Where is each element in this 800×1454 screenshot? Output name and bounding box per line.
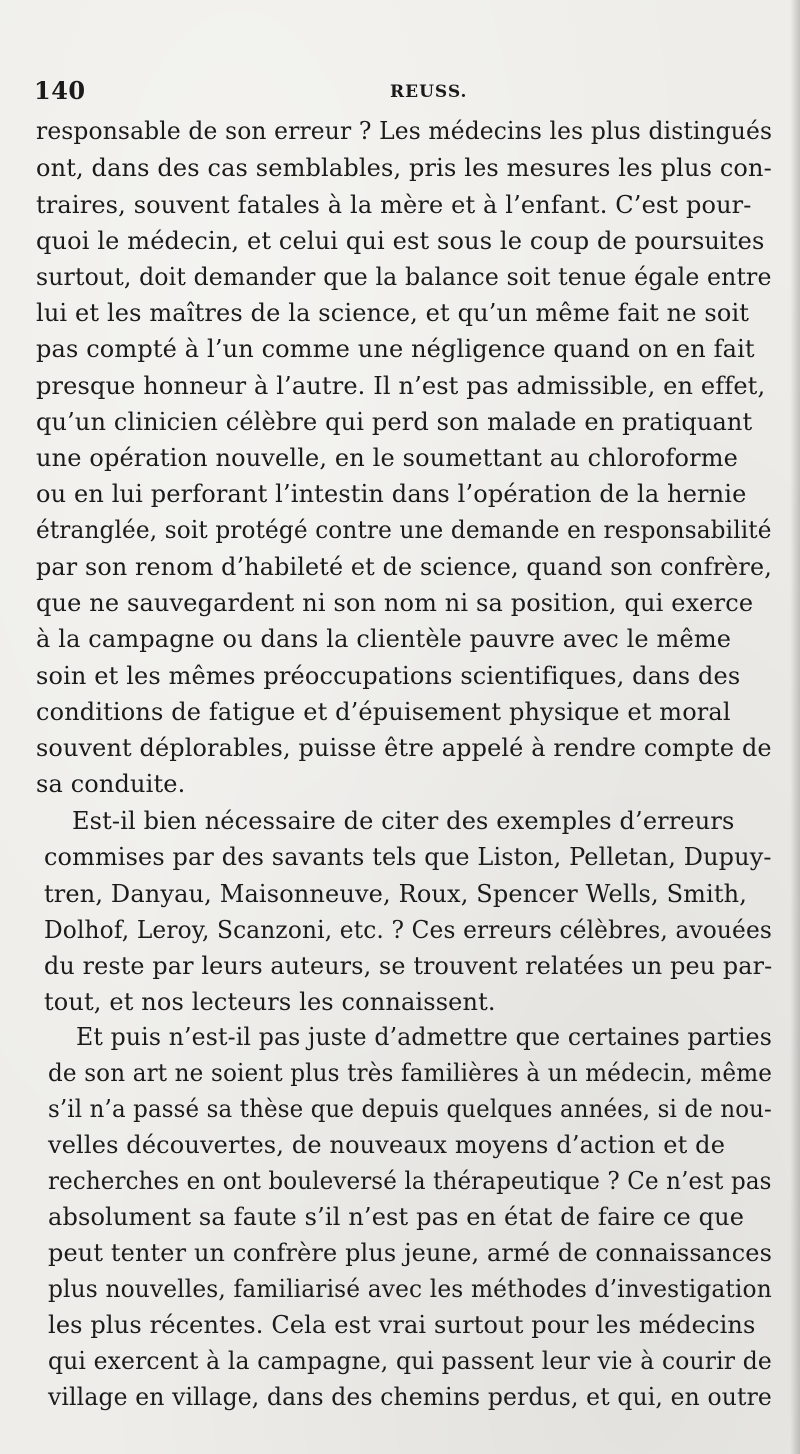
text-line: ont, dans des cas semblables, pris les mesures les plus con- [36,154,772,182]
text-line: par son renom d’habileté et de science, quand son confrère, [36,553,772,581]
text-line: que ne sauvegardent ni son nom ni sa position, qui exerce [36,589,754,617]
text-line: traires, souvent fatales à la mère et à l’enfant. C’est pour- [36,191,752,219]
running-head: REUSS. [390,82,468,102]
text-line: s’il n’a passé sa thèse que depuis quelques années, si de nou- [48,1095,772,1123]
text-line: commises par des savants tels que Liston, Pelletan, Dupuy- [44,843,772,871]
text-line: sa conduite. [36,770,186,798]
text-line: étranglée, soit protégé contre une demande en responsabilité [36,516,772,544]
text-line: absolument sa faute s’il n’est pas en état de faire ce que [48,1203,745,1231]
text-line: Et puis n’est-il pas juste d’admettre que certaines parties [76,1023,772,1051]
text-line: une opération nouvelle, en le soumettant au chloroforme [36,444,738,472]
text-line: ou en lui perforant l’intestin dans l’opération de la hernie [36,480,747,508]
text-line: du reste par leurs auteurs, se trouvent relatées un peu par- [44,952,773,980]
text-line: velles découvertes, de nouveaux moyens d’action et de [48,1131,726,1159]
text-line: conditions de fatigue et d’épuisement physique et moral [36,698,731,726]
page-edge-shadow [790,0,800,1454]
text-line: surtout, doit demander que la balance soit tenue égale entre [36,263,772,291]
text-line: Dolhof, Leroy, Scanzoni, etc. ? Ces erreurs célèbres, avouées [44,916,772,944]
text-line: souvent déplorables, puisse être appelé à rendre compte de [36,734,772,762]
text-line: pas compté à l’un comme une négligence quand on en fait [36,335,755,363]
text-line: presque honneur à l’autre. Il n’est pas admissible, en effet, [36,372,766,400]
text-line: de son art ne soient plus très familières à un médecin, même [48,1059,773,1087]
text-line: village en village, dans des chemins perdus, et qui, en outre [48,1383,772,1411]
text-line: lui et les maîtres de la science, et qu’un même fait ne soit [36,299,750,327]
text-line: à la campagne ou dans la clientèle pauvre avec le même [36,625,732,653]
page-number: 140 [34,76,86,105]
text-line: peut tenter un confrère plus jeune, armé de connaissances [48,1239,773,1267]
text-line: quoi le médecin, et celui qui est sous le coup de poursuites [36,227,765,255]
text-line: plus nouvelles, familiarisé avec les méthodes d’investigation [48,1275,772,1303]
text-line: qui exercent à la campagne, qui passent leur vie à courir de [48,1347,772,1375]
text-line: les plus récentes. Cela est vrai surtout pour les médecins [48,1311,756,1339]
text-line: tout, et nos lecteurs les connaissent. [44,988,496,1016]
text-line: soin et les mêmes préoccupations scientifiques, dans des [36,662,741,690]
text-line: tren, Danyau, Maisonneuve, Roux, Spencer Wells, Smith, [44,880,748,908]
text-line: recherches en ont bouleversé la thérapeutique ? Ce n’est pas [48,1167,772,1195]
text-line: qu’un clinicien célèbre qui perd son malade en pratiquant [36,408,753,436]
text-line: responsable de son erreur ? Les médecins les plus distingués [36,117,773,145]
text-line: Est-il bien nécessaire de citer des exemples d’erreurs [72,807,735,835]
